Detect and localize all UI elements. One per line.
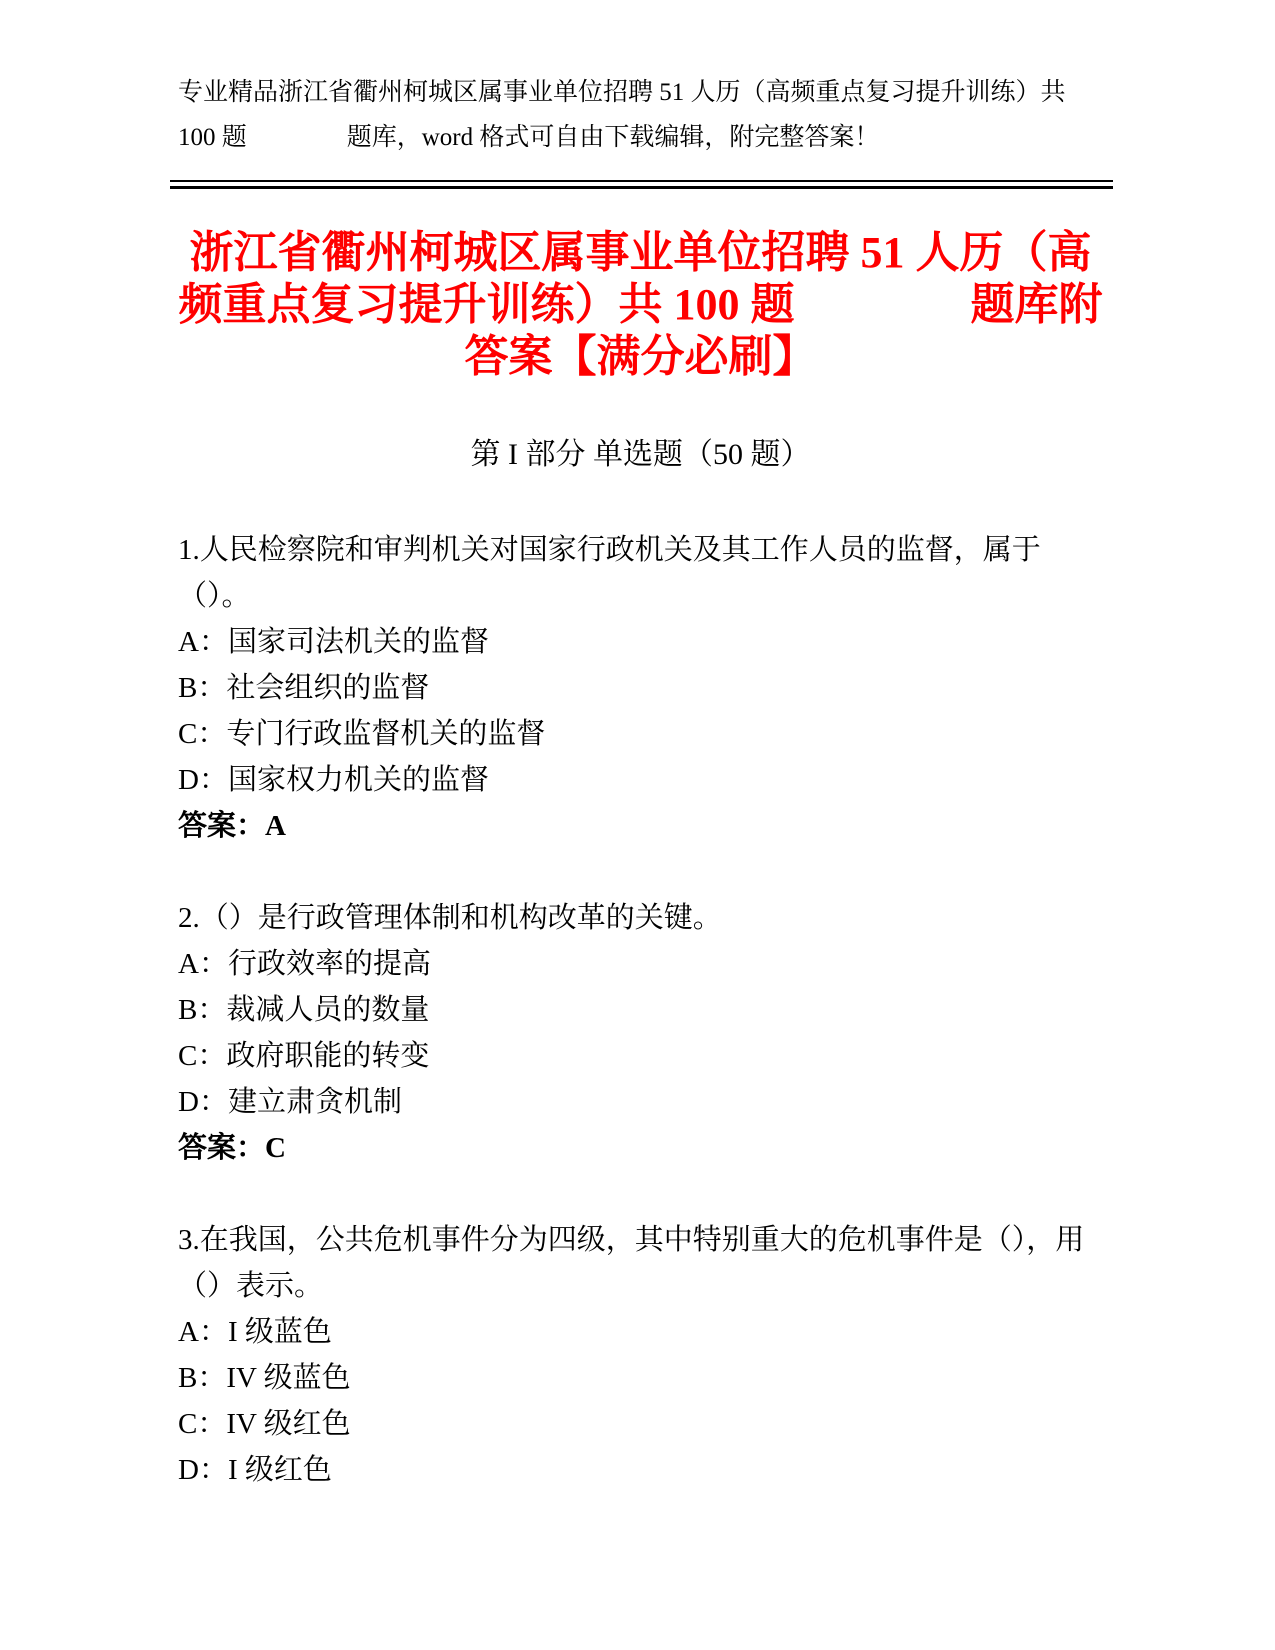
question-1-option-b: B：社会组织的监督 — [178, 672, 430, 704]
question-1-text: 1.人民检察院和审判机关对国家行政机关及其工作人员的监督，属于（）。 — [178, 534, 1041, 612]
question-2-answer: 答案：C — [178, 1132, 286, 1164]
question-1-option-d: D：国家权力机关的监督 — [178, 764, 489, 796]
question-1 — [178, 527, 1103, 849]
page-header — [178, 70, 1103, 189]
question-3-option-d: D：I 级红色 — [178, 1454, 332, 1486]
question-3-option-c: C：IV 级红色 — [178, 1408, 351, 1440]
question-3-text: 3.在我国，公共危机事件分为四级，其中特别重大的危机事件是（），用（）表示。 — [178, 1224, 1085, 1302]
question-1-option-c: C：专门行政监督机关的监督 — [178, 718, 546, 750]
document-title: 浙江省衢州柯城区属事业单位招聘 51 人历（高频重点复习提升训练）共 100 题 题库附答案【满分必刷】 — [178, 228, 1103, 381]
question-list — [178, 527, 1103, 1493]
question-2-option-d: D：建立肃贪机制 — [178, 1086, 402, 1118]
question-3-option-b: B：IV 级蓝色 — [178, 1362, 351, 1394]
question-2-option-b: B：裁减人员的数量 — [178, 994, 430, 1026]
question-2 — [178, 895, 1103, 1171]
question-1-option-a: A：国家司法机关的监督 — [178, 626, 489, 658]
question-2-option-c: C：政府职能的转变 — [178, 1040, 430, 1072]
question-3 — [178, 1217, 1103, 1493]
header-divider — [170, 180, 1113, 189]
question-3-option-a: A：I 级蓝色 — [178, 1316, 332, 1348]
question-1-answer: 答案：A — [178, 810, 286, 842]
question-2-option-a: A：行政效率的提高 — [178, 948, 431, 980]
section-heading: 第 I 部分 单选题（50 题） — [470, 438, 811, 471]
header-text: 专业精品浙江省衢州柯城区属事业单位招聘 51 人历（高频重点复习提升训练）共 100 题 题库，word 格式可自由下载编辑，附完整答案！ — [178, 79, 1066, 151]
question-2-text: 2.（）是行政管理体制和机构改革的关键。 — [178, 902, 722, 934]
